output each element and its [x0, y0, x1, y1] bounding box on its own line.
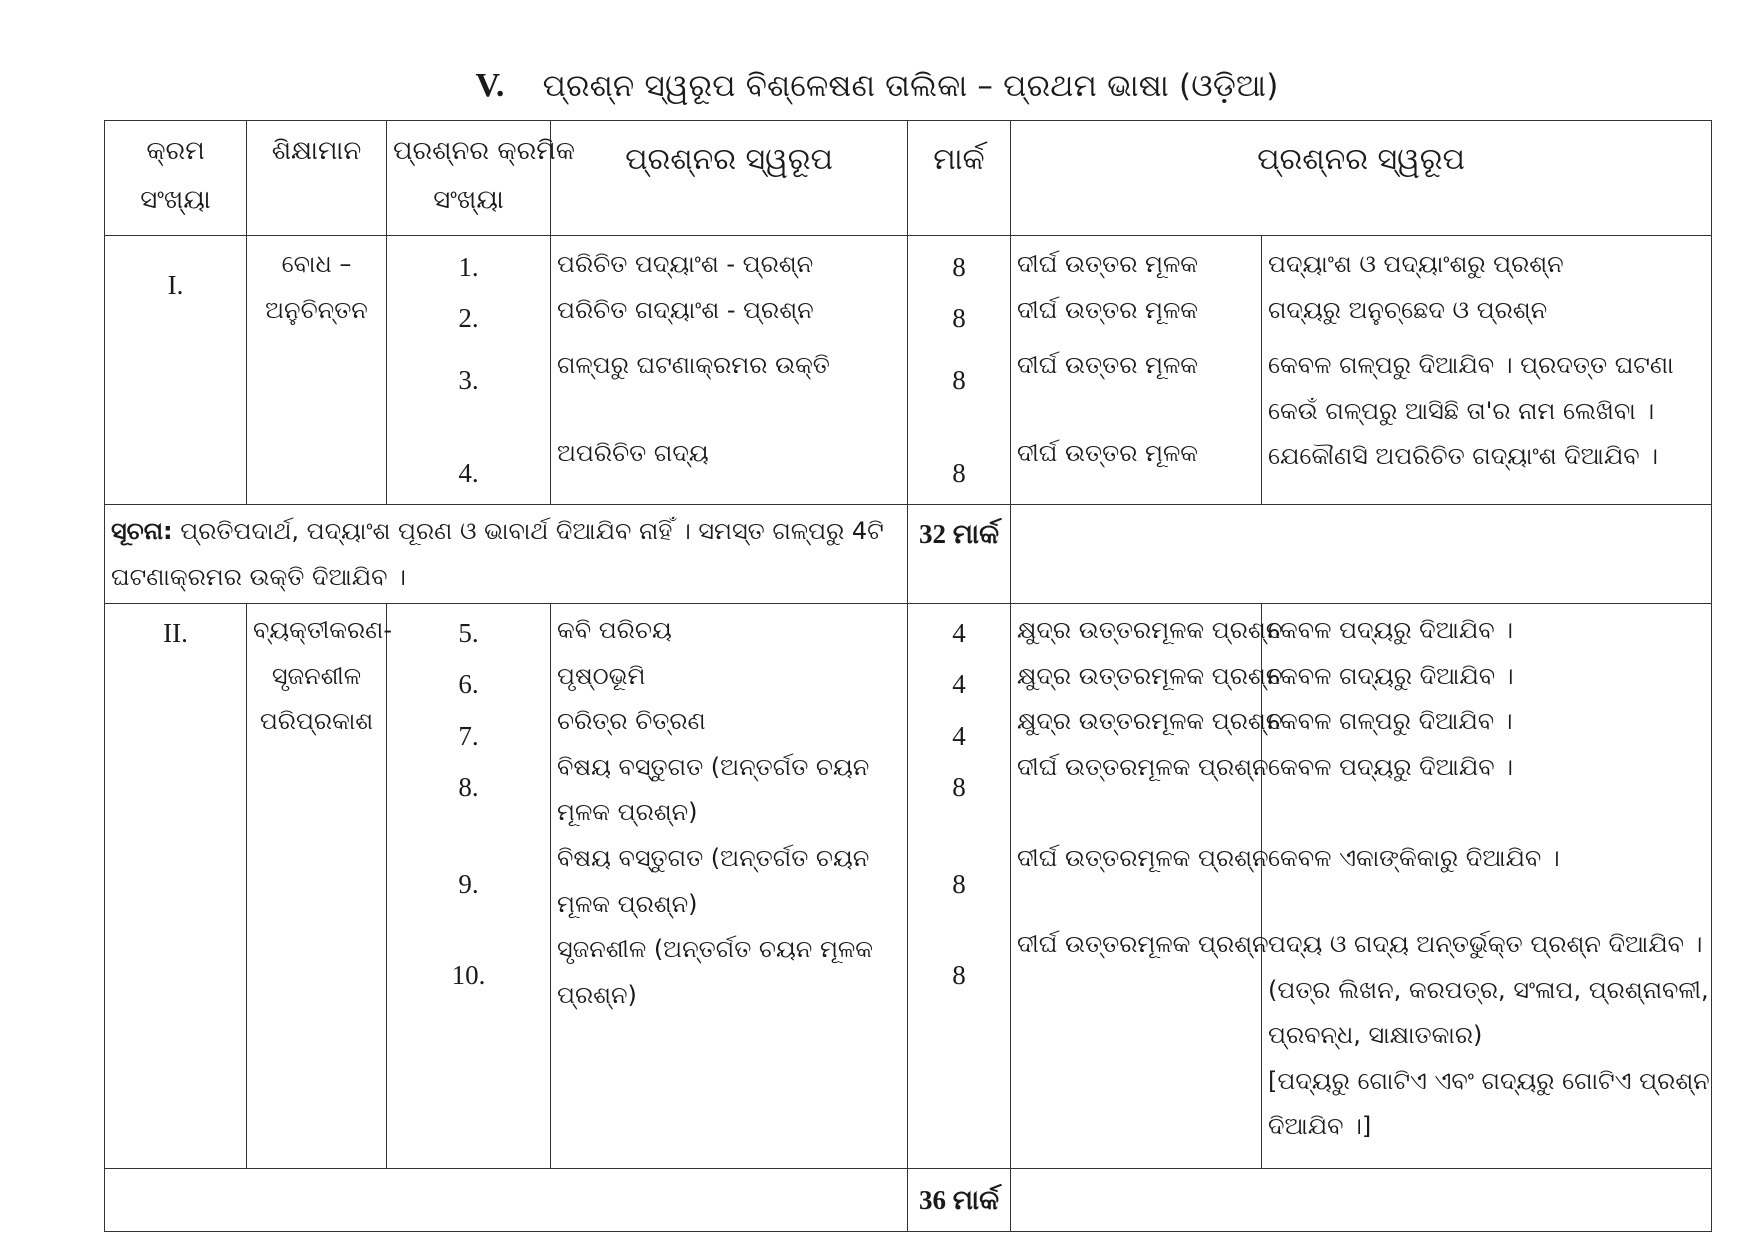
section2-unit-line3: ପରିପ୍ରକାଶ [259, 707, 374, 736]
q10-detail-line3: ପ୍ରବନ୍ଧ, ସାକ୍ଷାତକାର) [1268, 1021, 1483, 1050]
q4-detail: ଯେକୌଣସି ଅପରିଚିତ ଗଦ୍ୟାଂଶ ଦିଆଯିବ । [1268, 442, 1659, 471]
section2-types [551, 604, 908, 1169]
q10-type-line2: ପ୍ରଶ୍ନ) [557, 980, 637, 1009]
q2-detail: ଗଦ୍ୟରୁ ଅନୁଚ୍ଛେଦ ଓ ପ୍ରଶ୍ନ [1268, 295, 1548, 324]
section2-total [908, 1169, 1011, 1232]
q3-form: ଦୀର୍ଘ ଉତ୍ତର ମୂଳକ [1017, 351, 1199, 380]
q8-marks: 8 [952, 771, 966, 802]
section1-block [105, 236, 1712, 505]
header-serial: କ୍ରମ ସଂଖ୍ୟା [105, 121, 247, 236]
q8-detail: କେବଳ ପଦ୍ୟରୁ ଦିଆଯିବ । [1268, 752, 1514, 781]
q4-form: ଦୀର୍ଘ ଉତ୍ତର ମୂଳକ [1017, 438, 1199, 467]
section1-serial-text: I. [167, 270, 184, 300]
q10-number: 10. [451, 960, 486, 991]
q5-marks: 4 [952, 618, 966, 648]
section2-unit-line1: ବ୍ୟକ୍ତୀକରଣ- [253, 616, 392, 644]
q1-form: ଦୀର୍ଘ ଉତ୍ତର ମୂଳକ [1017, 250, 1199, 278]
section1-unit [247, 236, 387, 505]
q5-number: 5. [458, 618, 479, 648]
q10-detail-line4: [ପଦ୍ୟରୁ ଗୋଟିଏ ଏବଂ ଗଦ୍ୟରୁ ଗୋଟିଏ ପ୍ରଶ୍ନ [1268, 1066, 1710, 1095]
section2-serial [105, 604, 247, 1169]
page-title [0, 58, 1754, 114]
q9-number: 9. [458, 869, 479, 900]
section1-unit-line1: ବୋଧ – [281, 250, 352, 278]
header-row [105, 121, 1712, 236]
section1-serial [105, 236, 247, 505]
header-unit: ଶିକ୍ଷାମାନ [247, 121, 387, 236]
section1-types [551, 236, 908, 505]
section1-note-empty [1011, 505, 1712, 604]
q7-number: 7. [458, 720, 479, 751]
q3-number: 3. [458, 364, 479, 395]
note-text: ପ୍ରତିପଦାର୍ଥ, ପଦ୍ୟାଂଶ ପୂରଣ ଓ ଭାବାର୍ଥ ଦିଆଯିବ ନାହିଁ । ସମସ୍ତ ଗଳ୍ପରୁ 4ଟି ଘଟଣାକ୍ରମର ଉକ୍ତି ଦିଆଯିବ । [111, 517, 884, 591]
q10-detail-line5: ଦିଆଯିବ ।] [1268, 1112, 1372, 1141]
q5-type: କବି ପରିଚୟ [557, 616, 672, 644]
section2-total-empty-left [105, 1169, 908, 1232]
q5-detail: କେବଳ ପଦ୍ୟରୁ ଦିଆଯିବ । [1268, 616, 1514, 644]
q10-detail: ପଦ୍ୟ ଓ ଗଦ୍ୟ ଅନ୍ତର୍ଭୁକ୍ତ ପ୍ରଶ୍ନ ଦିଆଯିବ । [1268, 929, 1703, 958]
q4-marks: 8 [952, 457, 966, 488]
q2-number: 2. [458, 303, 479, 334]
q10-marks: 8 [952, 960, 966, 991]
section1-total-text: 32 ମାର୍କ [918, 519, 1000, 549]
q1-marks: 8 [952, 252, 966, 282]
question-analysis-table [104, 120, 1712, 1232]
section2-block [105, 604, 1712, 1169]
section1-note-row [105, 505, 1712, 604]
q3-marks: 8 [952, 364, 966, 395]
q10-detail-line2: (ପତ୍ର ଲିଖନ, କରପତ୍ର, ସଂଳାପ, ପ୍ରଶ୍ନାବଳୀ, [1268, 975, 1709, 1004]
q6-type: ପୃଷ୍ଠଭୂମି [557, 661, 646, 690]
q1-detail: ପଦ୍ୟାଂଶ ଓ ପଦ୍ୟାଂଶରୁ ପ୍ରଶ୍ନ [1268, 250, 1564, 278]
header-marks: ମାର୍କ [908, 121, 1011, 236]
section2-unit-line2: ସୃଜନଶୀଳ [271, 661, 362, 690]
section2-qnos [387, 604, 551, 1169]
q7-detail: କେବଳ ଗଳ୍ପରୁ ଦିଆଯିବ । [1268, 707, 1513, 736]
q8-form: ଦୀର୍ଘ ଉତ୍ତରମୂଳକ ପ୍ରଶ୍ନ [1017, 752, 1269, 781]
section1-forms [1011, 236, 1262, 505]
q9-type: ବିଷୟ ବସ୍ତୁଗତ (ଅନ୍ତର୍ଗତ ଚୟନ [557, 843, 870, 872]
q10-form: ଦୀର୍ଘ ଉତ୍ତରମୂଳକ ପ୍ରଶ୍ନ [1017, 929, 1269, 958]
section2-marks [908, 604, 1011, 1169]
section2-details [1262, 604, 1712, 1169]
q6-detail: କେବଳ ଗଦ୍ୟରୁ ଦିଆଯିବ । [1268, 661, 1514, 690]
q4-type: ଅପରିଚିତ ଗଦ୍ୟ [557, 438, 709, 467]
section2-total-empty-right [1011, 1169, 1712, 1232]
q6-marks: 4 [952, 669, 966, 700]
q1-number: 1. [458, 252, 479, 282]
q7-marks: 4 [952, 720, 966, 751]
section2-total-text: 36 ମାର୍କ [918, 1185, 1000, 1215]
header-question-number [387, 121, 575, 236]
header-question-form: ପ୍ରଶ୍ନର ସ୍ୱରୂପ [1011, 121, 1712, 236]
q9-form: ଦୀର୍ଘ ଉତ୍ତରମୂଳକ ପ୍ରଶ୍ନ [1017, 844, 1269, 873]
q3-detail-line2: କେଉଁ ଗଳ୍ପରୁ ଆସିଛି ତା'ର ନାମ ଲେଖିବା । [1268, 396, 1655, 425]
q9-marks: 8 [952, 869, 966, 900]
q4-number: 4. [458, 457, 479, 488]
q9-type-line2: ମୂଳକ ପ୍ରଶ୍ନ) [557, 889, 698, 918]
note-label: ସୂଚନା: [111, 517, 173, 545]
q3-detail: କେବଳ ଗଳ୍ପରୁ ଦିଆଯିବ । ପ୍ରଦତ୍ତ ଘଟଣା [1268, 351, 1674, 380]
section2-unit [247, 604, 392, 1169]
section1-details [1262, 236, 1712, 505]
section2-serial-text: II. [163, 618, 188, 648]
q6-number: 6. [458, 669, 479, 700]
section1-note [105, 505, 908, 604]
q6-form: କ୍ଷୁଦ୍ର ଉତ୍ତରମୂଳକ ପ୍ରଶ୍ନ [1017, 661, 1283, 690]
header-question-type: ପ୍ରଶ୍ନର ସ୍ୱରୂପ [551, 121, 908, 236]
q7-type: ଚରିତ୍ର ଚିତ୍ରଣ [557, 707, 706, 736]
q3-type: ଗଳ୍ପରୁ ଘଟଣାକ୍ରମର ଉକ୍ତି [557, 351, 830, 380]
q2-marks: 8 [952, 303, 966, 334]
q9-detail: କେବଳ ଏକାଙ୍କିକାରୁ ଦିଆଯିବ । [1268, 844, 1560, 873]
q8-type: ବିଷୟ ବସ୍ତୁଗତ (ଅନ୍ତର୍ଗତ ଚୟନ [557, 752, 870, 781]
q2-form: ଦୀର୍ଘ ଉତ୍ତର ମୂଳକ [1017, 295, 1199, 324]
q1-type: ପରିଚିତ ପଦ୍ୟାଂଶ - ପ୍ରଶ୍ନ [557, 250, 814, 278]
section1-total [908, 505, 1011, 604]
q5-form: କ୍ଷୁଦ୍ର ଉତ୍ତରମୂଳକ ପ୍ରଶ୍ନ [1017, 616, 1283, 644]
section-number: V. [475, 67, 505, 104]
header-qno-line2: ସଂଖ୍ୟା [433, 185, 504, 216]
section2-total-row [105, 1169, 1712, 1232]
section1-marks [908, 236, 1011, 505]
q7-form: କ୍ଷୁଦ୍ର ଉତ୍ତରମୂଳକ ପ୍ରଶ୍ନ [1017, 707, 1283, 736]
q8-type-line2: ମୂଳକ ପ୍ରଶ୍ନ) [557, 798, 698, 827]
section1-unit-line2: ଅନୁଚିନ୍ତନ [265, 295, 368, 324]
section1-qnos [387, 236, 551, 505]
section2-forms [1011, 604, 1283, 1169]
q10-type: ସୃଜନଶୀଳ (ଅନ୍ତର୍ଗତ ଚୟନ ମୂଳକ [557, 935, 873, 964]
q8-number: 8. [458, 771, 479, 802]
header-qno-line1: ପ୍ରଶ୍ନର କ୍ରମିକ [393, 136, 575, 166]
q2-type: ପରିଚିତ ଗଦ୍ୟାଂଶ - ପ୍ରଶ୍ନ [557, 295, 814, 324]
title-text: ପ୍ରଶ୍ନ ସ୍ୱରୂପ ବିଶ୍ଳେଷଣ ତାଲିକା – ପ୍ରଥମ ଭାଷା (ଓଡ଼ିଆ) [542, 68, 1279, 104]
